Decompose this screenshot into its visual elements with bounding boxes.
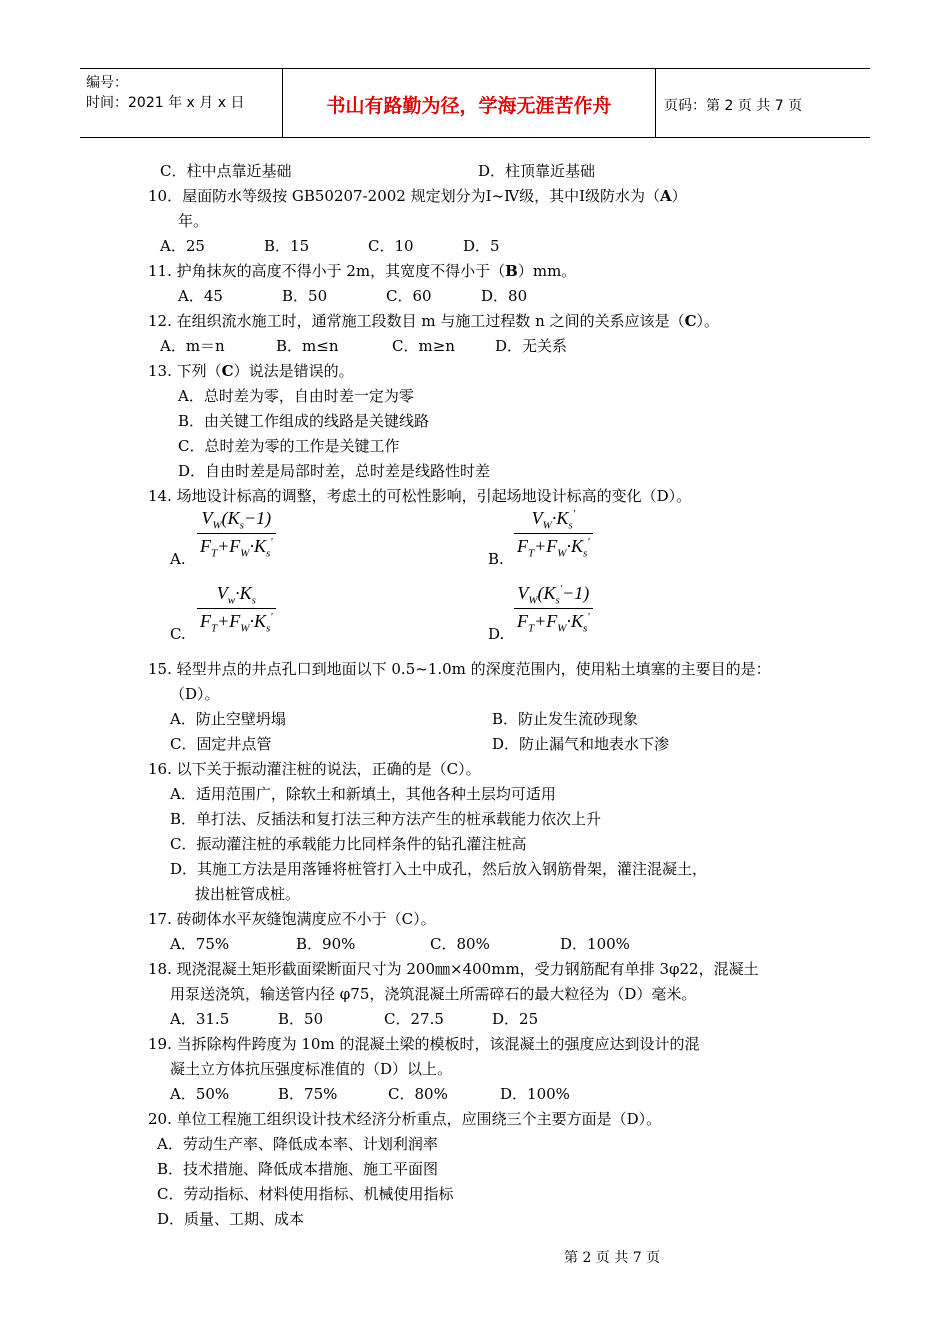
q11-option: C．60: [386, 287, 432, 305]
q12-option: D．无关系: [495, 337, 568, 355]
q10-option: C．10: [368, 237, 414, 255]
q16-question: 16. 以下关于振动灌注桩的说法，正确的是（C）。: [148, 760, 481, 778]
q19-option: B．75%: [278, 1085, 338, 1103]
q10-option: B．15: [264, 237, 310, 255]
q15-option: A．防止空壁坍塌: [170, 710, 286, 728]
q17-option: B．90%: [296, 935, 356, 953]
q14-label-c: C.: [170, 625, 186, 643]
q16-option: C．振动灌注桩的承载能力比同样条件的钻孔灌注桩高: [170, 835, 527, 853]
q10-question-line2: 年。: [178, 212, 209, 230]
q17-option: D．100%: [560, 935, 630, 953]
q10-question: 10．屋面防水等级按 GB50207-2002 规定划分为Ⅰ~Ⅳ级，其中Ⅰ级防水为（A）: [148, 187, 687, 205]
time-label: 时间：2021 年 x 月 x 日: [86, 95, 245, 111]
q13-option: D．自由时差是局部时差，总时差是线路性时差: [178, 462, 491, 480]
q14-formula-a: $\frac{V_W(K_s-1)}{F_T+F_W\cdot K_s'}$: [197, 508, 276, 559]
q13-option: B．由关键工作组成的线路是关键线路: [178, 412, 430, 430]
q15-question-line2: （D）。: [170, 685, 220, 703]
q11-answer: B: [505, 262, 518, 280]
q16-option: B．单打法、反插法和复打法三种方法产生的桩承载能力依次上升: [170, 810, 602, 828]
q11-option: B．50: [282, 287, 328, 305]
page-header: [80, 68, 870, 138]
q13-answer: C: [221, 362, 234, 380]
q13-option: A．总时差为零，自由时差一定为零: [178, 387, 414, 405]
q20-option: A．劳动生产率、降低成本率、计划利润率: [157, 1135, 438, 1153]
header-motto-cell: [283, 69, 656, 137]
q13-option: C．总时差为零的工作是关键工作: [178, 437, 400, 455]
q12-question: 12. 在组织流水施工时，通常施工段数目 m 与施工过程数 n 之间的关系应该是（C）。: [148, 312, 720, 330]
q14-formula-c: $\frac{V_w\cdot K_s}{F_T+F_W\cdot K_s'}$: [197, 583, 276, 634]
q14-formula-d: $\frac{V_W(K_s'-1)}{F_T+F_W\cdot K_s'}$: [514, 583, 593, 634]
motto: 书山有路勤为径，学海无涯苦作舟: [326, 95, 612, 117]
q20-option: D．质量、工期、成本: [157, 1210, 305, 1228]
q18-question: 18. 现浇混凝土矩形截面梁断面尺寸为 200㎜×400mm，受力钢筋配有单排 3φ22，混凝土: [148, 960, 759, 978]
q19-option: D．100%: [500, 1085, 570, 1103]
q18-option: C．27.5: [384, 1010, 444, 1028]
q12-option: C．m≥n: [392, 337, 455, 355]
q13-question: 13. 下列（C）说法是错误的。: [148, 362, 354, 380]
q20-option: B．技术措施、降低成本措施、施工平面图: [157, 1160, 439, 1178]
code-label: 编号：: [86, 75, 128, 91]
q16-option: A．适用范围广，除软土和新填土，其他各种土层均可适用: [170, 785, 556, 803]
q15-question: 15. 轻型井点的井点孔口到地面以下 0.5~1.0m 的深度范围内，使用粘土填塞的主要目的是：: [148, 660, 771, 678]
q16-option: D．其施工方法是用落锤将桩管打入土中成孔，然后放入钢筋骨架，灌注混凝土，: [170, 860, 708, 878]
q19-option: A．50%: [170, 1085, 230, 1103]
q14-formula-b: $\frac{V_W\cdot K_s'}{F_T+F_W\cdot K_s'}$: [514, 508, 593, 559]
q12-option: B．m≤n: [276, 337, 339, 355]
q14-question: 14. 场地设计标高的调整，考虑土的可松性影响，引起场地设计标高的变化（D）。: [148, 487, 692, 505]
q18-option: A．31.5: [170, 1010, 230, 1028]
q18-option: D．25: [492, 1010, 539, 1028]
q20-question: 20. 单位工程施工组织设计技术经济分析重点，应围绕三个主要方面是（D）。: [148, 1110, 662, 1128]
q14-label-b: B.: [488, 550, 504, 568]
q11-option: A．45: [178, 287, 223, 305]
footer-page-number: 第 2 页 共 7 页: [564, 1250, 661, 1266]
q12-option: A．m＝n: [160, 337, 225, 355]
q20-option: C．劳动指标、材料使用指标、机械使用指标: [157, 1185, 454, 1203]
q10-option: A．25: [160, 237, 205, 255]
header-left-cell: [80, 69, 283, 137]
q16-option-d-line2: 拔出桩管成桩。: [195, 885, 301, 903]
header-right-cell: [656, 69, 870, 137]
q10-option: D．5: [463, 237, 500, 255]
page-info: 页码：第 2 页 共 7 页: [664, 98, 803, 114]
q9-option-c: C．柱中点靠近基础: [160, 162, 292, 180]
q19-question: 19. 当拆除构件跨度为 10m 的混凝土梁的模板时，该混凝土的强度应达到设计的混: [148, 1035, 700, 1053]
q18-question-line2: 用泵送浇筑，输送管内径 φ75，浇筑混凝土所需碎石的最大粒径为（D）毫米。: [170, 985, 697, 1003]
q15-option: D．防止漏气和地表水下渗: [492, 735, 670, 753]
q14-label-a: A.: [170, 550, 186, 568]
q10-answer: A: [660, 187, 672, 205]
q18-option: B．50: [278, 1010, 324, 1028]
q14-label-d: D.: [488, 625, 505, 643]
q15-option: B．防止发生流砂现象: [492, 710, 639, 728]
q17-option: A．75%: [170, 935, 230, 953]
q9-option-d: D．柱顶靠近基础: [478, 162, 596, 180]
q17-option: C．80%: [430, 935, 490, 953]
q17-question: 17. 砖砌体水平灰缝饱满度应不小于（C）。: [148, 910, 436, 928]
q12-answer: C: [684, 312, 697, 330]
q11-question: 11. 护角抹灰的高度不得小于 2m，其宽度不得小于（B）mm。: [148, 262, 577, 280]
q19-question-line2: 凝土立方体抗压强度标准值的（D）以上。: [170, 1060, 453, 1078]
q15-option: C．固定井点管: [170, 735, 272, 753]
q11-option: D．80: [481, 287, 528, 305]
q19-option: C．80%: [388, 1085, 448, 1103]
